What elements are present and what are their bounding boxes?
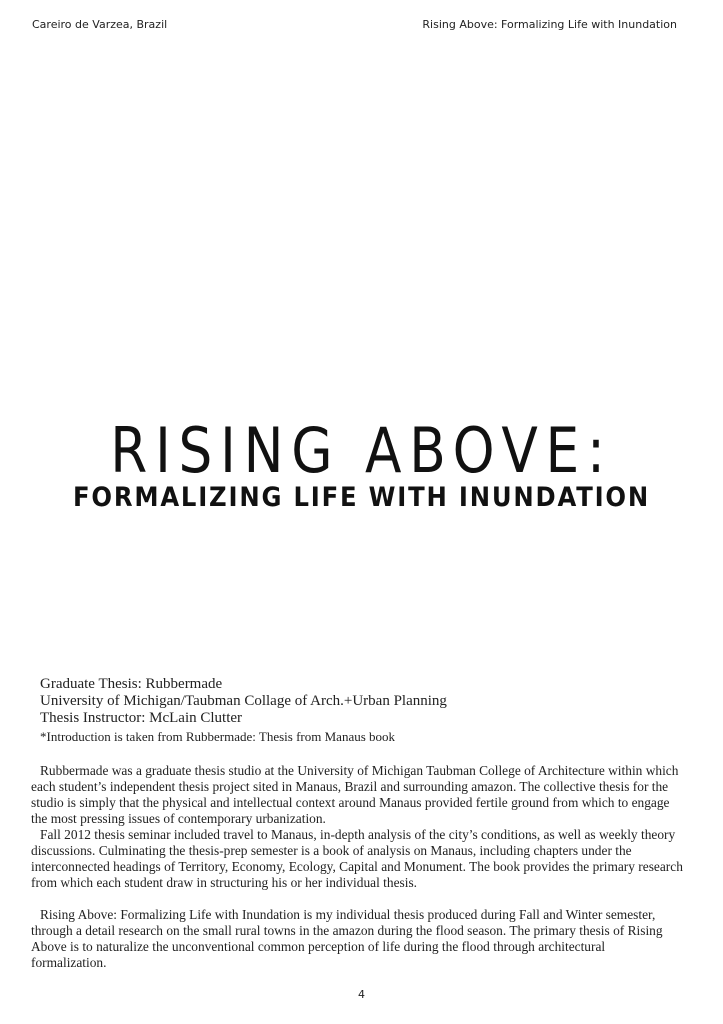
credit-instructor: Thesis Instructor: McLain Clutter	[40, 710, 243, 726]
running-header-title: Rising Above: Formalizing Life with Inundation	[422, 18, 677, 31]
introduction-text	[31, 763, 683, 971]
paragraph-spacer	[31, 891, 683, 907]
main-title: RISING ABOVE:	[110, 414, 613, 487]
paragraph-rising-above: Rising Above: Formalizing Life with Inundation is my individual thesis produced during Fall and Winter semester, through a detail research on the small rural towns in the amazon during the flood season. The primary thesis of Rising Above is to naturalize the unconventional common perception of life during the flood through architectural formalization.	[31, 907, 663, 970]
page-number: 4	[358, 988, 365, 1001]
running-header-location: Careiro de Varzea, Brazil	[32, 18, 168, 31]
title-block	[0, 414, 723, 513]
credit-university: University of Michigan/Taubman Collage of Arch.+Urban Planning	[40, 693, 447, 709]
credit-thesis: Graduate Thesis: Rubbermade	[40, 676, 223, 692]
subtitle: FORMALIZING LIFE WITH INUNDATION	[72, 482, 651, 513]
paragraph-fall-2012: Fall 2012 thesis seminar included travel to Manaus, in-depth analysis of the city’s conditions, as well as weekly theory discussions. Culminating the thesis-prep semester is a book of analysis on Manaus, including chapters under the interconnected headings of Territory, Economy, Ecology, Capital and Monument. The book provides the primary research from which each student draw in structuring his or her individual thesis.	[31, 827, 683, 890]
paragraph-rubbermade: Rubbermade was a graduate thesis studio at the University of Michigan Taubman College of Architecture within which each student’s independent thesis project sited in Manaus, Brazil and surrounding amazon. The collective thesis for the studio is simply that the physical and intellectual context around Manaus provided fertile ground from which to engage the most pressing issues of contemporary urbanization.	[31, 763, 679, 826]
credits-block	[40, 676, 447, 746]
credit-note: *Introduction is taken from Rubbermade: Thesis from Manaus book	[40, 729, 396, 744]
